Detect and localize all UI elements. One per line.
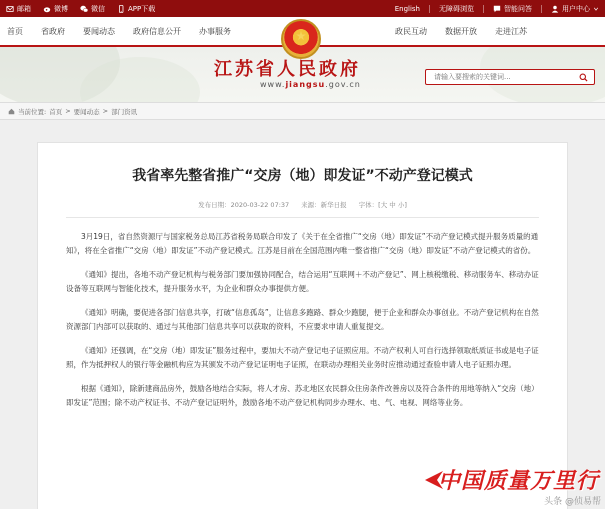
nav-gov-info[interactable]: 政府信息公开 bbox=[133, 26, 181, 36]
smart-qa-link[interactable] bbox=[493, 4, 532, 14]
article-paragraph: 《通知》还强调，在“交房（地）即发证”服务过程中，要加大不动产登记电子证照应用。不动产权利人可自行选择领取纸质证书或是电子证照，作为抵押权人的银行等金融机构应为其颁发不动产登记证明电子证照，在联动办理相关业务时应推动通过查验申请人电子证照办理。 bbox=[66, 346, 539, 369]
breadcrumb bbox=[0, 102, 605, 120]
nav-right-group bbox=[395, 26, 605, 37]
smart-qa-label: 智能问答 bbox=[504, 4, 532, 13]
wechat-link[interactable] bbox=[80, 4, 105, 14]
nav-news[interactable]: 要闻动态 bbox=[83, 26, 115, 36]
publish-date: 发布日期：2020-03-22 07:37 bbox=[198, 201, 290, 209]
article-paragraph: 3月19日，省自然资源厅与国家税务总局江苏省税务局联合印发了《关于在全省推广“交房（地）即发证”不动产登记模式提升服务质量的通知》，将在全省推广“交房（地）即发证”不动产登记模式。江苏是目前在全国范围内唯一整省推广“交房（地）即发证”不动产登记模式的省份。 bbox=[66, 232, 539, 255]
article-card bbox=[37, 142, 568, 509]
nav-about-jiangsu[interactable]: 走进江苏 bbox=[495, 26, 527, 36]
top-utility-bar bbox=[0, 0, 605, 17]
breadcrumb-news[interactable]: 要闻动态 bbox=[73, 107, 100, 116]
search-icon bbox=[579, 73, 588, 82]
nav-left-group bbox=[0, 26, 231, 37]
nav-services[interactable]: 办事服务 bbox=[199, 26, 231, 36]
breadcrumb-dept-news[interactable]: 部门资讯 bbox=[111, 107, 138, 116]
breadcrumb-label: 当前位置: bbox=[18, 107, 47, 116]
english-link[interactable] bbox=[395, 5, 420, 13]
article-paragraph: 《通知》提出，各地不动产登记机构与税务部门要加强协同配合，结合运用“互联网＋不动产登记”、网上核税缴税、移动服务车、移动办证设备等互联网与智能化技术，提升服务水平，为企业和群众办事提供方便。 bbox=[66, 270, 539, 293]
wechat-label: 微信 bbox=[91, 4, 105, 13]
user-center-link[interactable] bbox=[551, 4, 599, 14]
article-paragraph: 根据《通知》，除新建商品房外，鼓励各地结合实际，将人才房、苏北地区农民群众住房条件改善房以及符合条件的用地等纳入“交房（地）即发证”范围；除不动产权证书、不动产登记证明外，鼓励各地不动产登记机构同步办理水、电、气、电视、网络等业务。 bbox=[66, 384, 539, 407]
watermark-logo: 中国质量万里行 bbox=[437, 468, 599, 494]
watermark bbox=[438, 464, 599, 495]
article-paragraph: 《通知》明确，要促进各部门信息共享，打破“信息孤岛”，让信息多跑路、群众少跑腿，便于企业和群众办事创业。不动产登记机构在自然资源部门内部可以获取的、通过与其他部门信息共享可以获取的资料，不应要求申请人重复提交。 bbox=[66, 308, 539, 331]
chat-icon bbox=[493, 5, 501, 13]
breadcrumb-separator: > bbox=[102, 107, 109, 115]
accessibility-label: 无障碍浏览 bbox=[439, 4, 474, 13]
url-suffix: .gov.cn bbox=[325, 80, 361, 89]
app-download-link[interactable] bbox=[117, 4, 155, 14]
mail-link[interactable] bbox=[6, 4, 31, 14]
nav-home[interactable]: 首页 bbox=[7, 26, 23, 36]
font-size-selector[interactable]: 字体：[大 中 小] bbox=[358, 201, 407, 209]
url-domain: jiangsu bbox=[285, 80, 326, 89]
user-center-label: 用户中心 bbox=[562, 4, 590, 13]
article-source: 来源：新华日报 bbox=[301, 201, 347, 209]
wechat-icon bbox=[80, 5, 88, 13]
top-right-links bbox=[395, 4, 599, 14]
article-content bbox=[38, 218, 567, 409]
nav-open-data[interactable]: 数据开放 bbox=[445, 26, 477, 36]
home-icon bbox=[8, 108, 15, 115]
mail-label: 邮箱 bbox=[17, 4, 31, 13]
search-button[interactable] bbox=[572, 70, 594, 84]
chevron-down-icon bbox=[593, 6, 599, 12]
search-box bbox=[425, 69, 595, 85]
phone-icon bbox=[117, 5, 125, 13]
user-icon bbox=[551, 5, 559, 13]
mail-icon bbox=[6, 5, 14, 13]
app-download-label: APP下载 bbox=[128, 4, 156, 13]
breadcrumb-separator: > bbox=[65, 107, 71, 115]
top-left-links bbox=[6, 4, 155, 14]
national-emblem-icon bbox=[281, 19, 321, 59]
watermark-source: 头条 @侦易帮 bbox=[544, 497, 601, 507]
weibo-link[interactable] bbox=[43, 4, 68, 14]
divider bbox=[483, 5, 484, 13]
article-meta bbox=[38, 200, 567, 209]
article-title: 我省率先整省推广“交房（地）即发证”不动产登记模式 bbox=[132, 168, 473, 184]
weibo-label: 微博 bbox=[54, 4, 68, 13]
url-prefix: www. bbox=[260, 80, 286, 89]
nav-province-gov[interactable]: 省政府 bbox=[41, 26, 65, 36]
site-title: 江苏省人民政府 bbox=[214, 59, 361, 80]
divider bbox=[429, 5, 430, 13]
main-nav bbox=[0, 17, 605, 47]
weibo-icon bbox=[43, 5, 51, 13]
search-input[interactable] bbox=[426, 73, 572, 81]
accessibility-link[interactable] bbox=[439, 4, 474, 14]
divider bbox=[541, 5, 542, 13]
english-label: English bbox=[394, 4, 420, 13]
breadcrumb-home[interactable]: 首页 bbox=[49, 107, 63, 116]
site-url bbox=[260, 80, 361, 89]
nav-interaction[interactable]: 政民互动 bbox=[395, 26, 427, 36]
